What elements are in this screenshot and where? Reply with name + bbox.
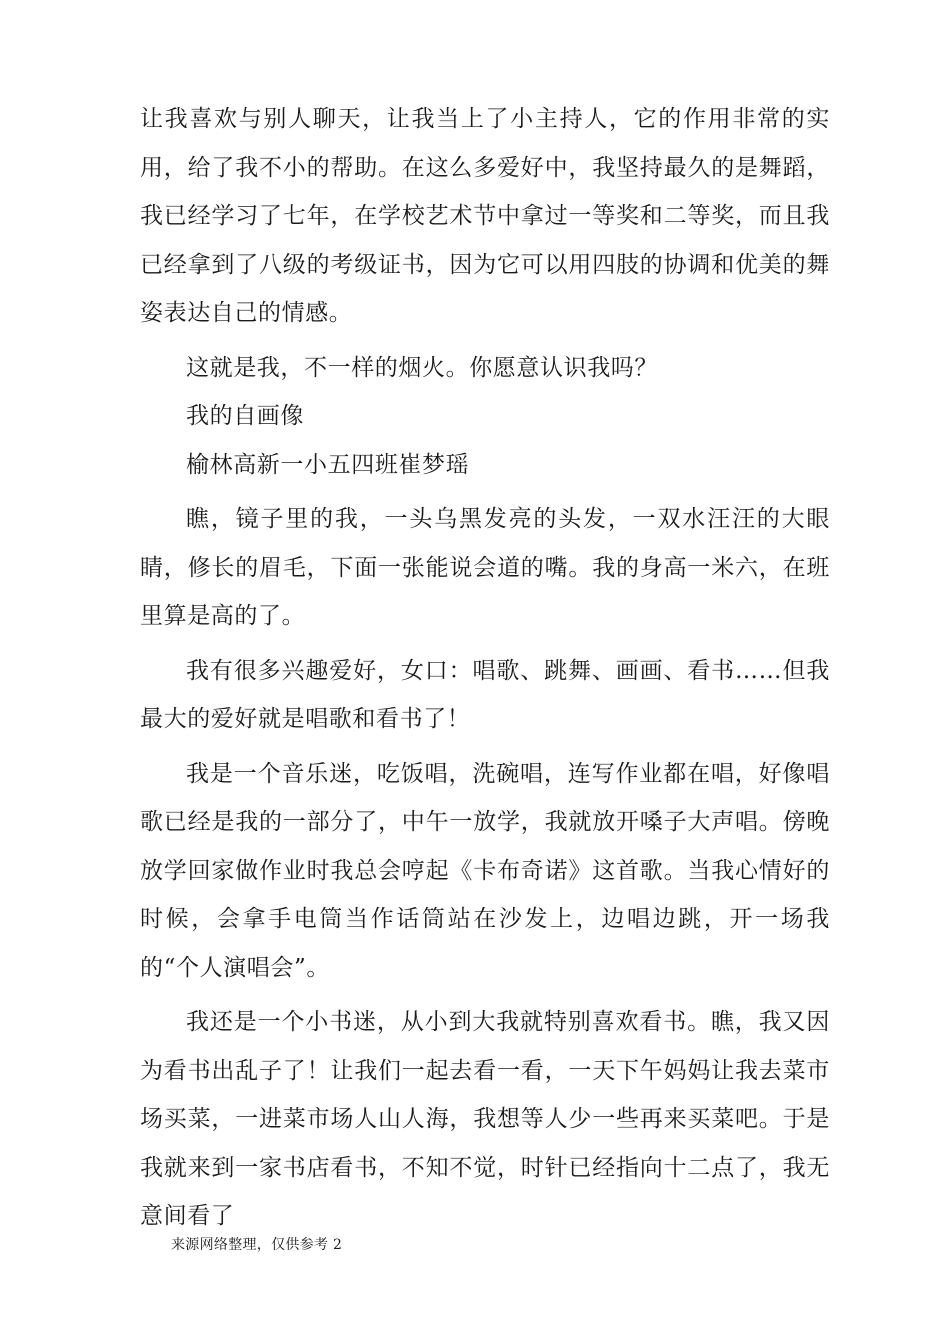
paragraph-continued: 让我喜欢与别人聊天，让我当上了小主持人，它的作用非常的实用，给了我不小的帮助。在这么多爱好中，我坚持最久的是舞蹈，我已经学习了七年，在学校艺术节中拿过一等奖和二等奖，而且我已经拿到了八级的考级证书，因为它可以用四肢的协调和优美的舞姿表达自己的情感。	[140, 106, 830, 326]
paragraph-music: 我是一个音乐迷，吃饭唱，洗碗唱，连写作业都在唱，好像唱歌已经是我的一部分了，中午一放学，我就放开嗓子大声唱。傍晚放学回家做作业时我总会哼起《卡布奇诺》这首歌。当我心情好的时候，会拿手电筒当作话筒站在沙发上，边唱边跳，开一场我的“个人演唱会”。	[140, 760, 830, 981]
essay-author: 榆林高新一小五四班崔梦瑶	[186, 451, 470, 478]
essay-title: 我的自画像	[186, 403, 304, 429]
paragraph-appearance: 瞧，镜子里的我，一头乌黑发亮的头发，一双水汪汪的大眼睛，修长的眉毛，下面一张能说会道的嘴。我的身高一米六，在班里算是高的了。	[140, 506, 830, 629]
paragraph-closing-line: 这就是我，不一样的烟火。你愿意认识我吗？	[186, 354, 658, 381]
page-footer: 来源网络整理，仅供参考 2	[171, 1237, 343, 1253]
paragraph-books: 我还是一个小书迷，从小到大我就特别喜欢看书。瞧，我又因为看书出乱子了！让我们一起去看一看，一天下午妈妈让我去菜市场买菜，一进菜市场人山人海，我想等人少一些再来买菜吧。于是我就来到一家书店看书，不知不觉，时针已经指向十二点了，我无意间看了	[140, 1009, 830, 1229]
paragraph-hobbies: 我有很多兴趣爱好，女口：唱歌、跳舞、画画、看书……但我最大的爱好就是唱歌和看书了！	[140, 657, 830, 732]
document-body	[140, 95, 830, 1241]
